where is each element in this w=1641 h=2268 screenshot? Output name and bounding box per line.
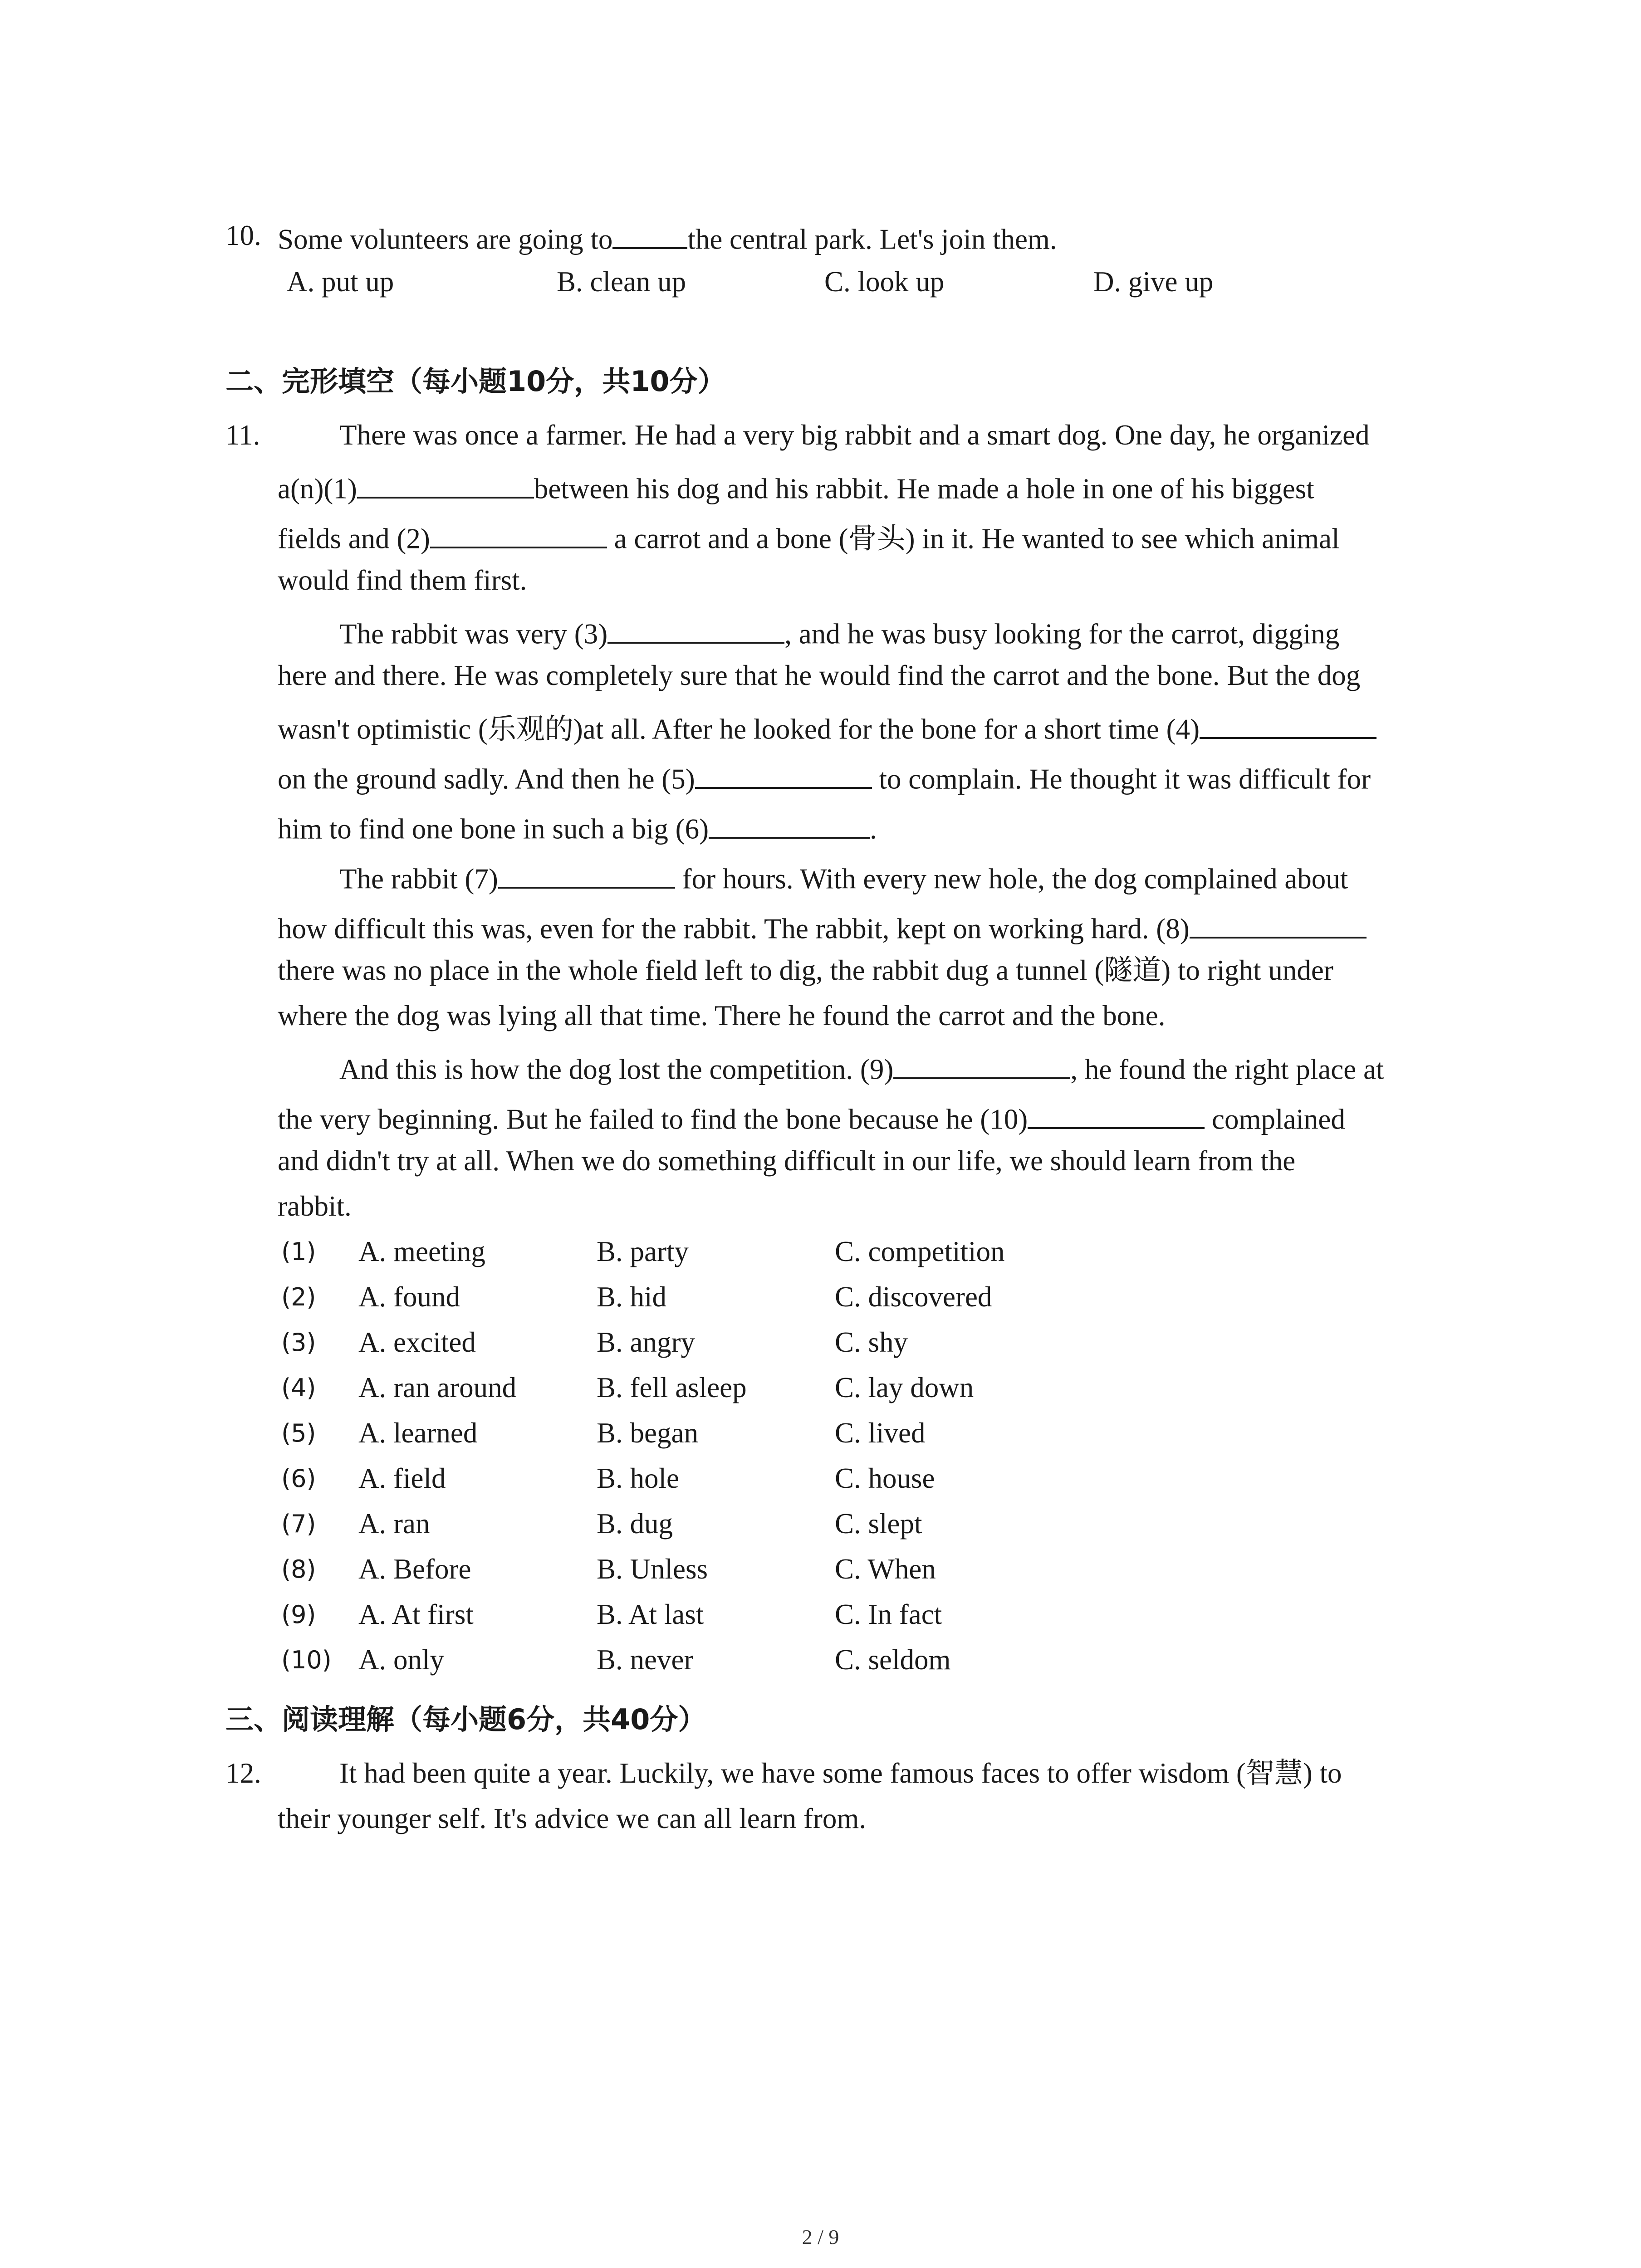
- choice-number: (1): [281, 1237, 316, 1266]
- passage-line: [278, 521, 1340, 553]
- passage-text: would find them first.: [278, 564, 527, 596]
- page-number: 2 / 9: [802, 2225, 839, 2248]
- passage-text: their younger self. It's advice we can all learn from.: [278, 1803, 867, 1834]
- answer-blank: [612, 221, 687, 249]
- passage-text: to complain. He thought it was difficult for: [872, 763, 1371, 795]
- passage-text: a carrot and a bone (骨头) in it. He wanted to see which animal: [607, 523, 1340, 555]
- answer-blank: [357, 471, 534, 499]
- choice-option-a: A. excited: [358, 1326, 476, 1358]
- choice-number: (4): [281, 1374, 316, 1402]
- choice-number: (7): [281, 1510, 316, 1538]
- passage-line: [339, 616, 1339, 649]
- stem-text: Some volunteers are going to: [278, 223, 613, 255]
- choice-option-c: C. lay down: [835, 1372, 974, 1403]
- choice-number: (6): [281, 1464, 316, 1493]
- passage-line: [339, 421, 1370, 450]
- choice-option-a: A. only: [358, 1644, 444, 1676]
- choice-option-a: A. meeting: [358, 1236, 485, 1267]
- question-number: 10.: [225, 220, 261, 251]
- passage-text: , he found the right place at: [1070, 1053, 1384, 1085]
- answer-blank: [709, 811, 870, 839]
- passage-line: [278, 911, 1367, 943]
- choice-option-b: B. party: [597, 1236, 689, 1267]
- answer-blank: [498, 861, 675, 889]
- choice-option-a: A. Before: [358, 1553, 471, 1585]
- choice-number: (10): [281, 1646, 332, 1674]
- choice-option-b: B. angry: [597, 1326, 695, 1358]
- passage-line: [339, 1051, 1384, 1084]
- choice-option-b: B. At last: [597, 1598, 704, 1630]
- option-c: C. look up: [824, 266, 945, 298]
- choice-option-b: B. began: [597, 1417, 698, 1449]
- passage-text: how difficult this was, even for the rabbit. The rabbit, kept on working hard. (8): [278, 913, 1190, 945]
- choice-option-a: A. At first: [358, 1598, 474, 1630]
- passage-line: [278, 811, 877, 844]
- passage-text: the very beginning. But he failed to find the bone because he (10): [278, 1103, 1028, 1135]
- choice-option-c: C. seldom: [835, 1644, 951, 1676]
- choice-option-b: B. hole: [597, 1462, 679, 1494]
- option-a: A. put up: [287, 266, 394, 298]
- choice-option-c: C. competition: [835, 1236, 1005, 1267]
- choice-option-c: C. discovered: [835, 1281, 992, 1313]
- stem-text: the central park. Let's join them.: [687, 223, 1057, 255]
- answer-blank: [1028, 1101, 1205, 1129]
- passage-text: where the dog was lying all that time. There he found the carrot and the bone.: [278, 1000, 1166, 1031]
- passage-text: for hours. With every new hole, the dog complained about: [675, 863, 1348, 895]
- choice-option-c: C. house: [835, 1462, 935, 1494]
- question-stem: [278, 221, 1057, 254]
- passage-text: It had been quite a year. Luckily, we have some famous faces to offer wisdom (智慧) to: [339, 1757, 1342, 1789]
- choice-option-c: C. lived: [835, 1417, 926, 1449]
- passage-text: The rabbit (7): [339, 863, 498, 895]
- choice-option-a: A. learned: [358, 1417, 478, 1449]
- choice-number: (2): [281, 1283, 316, 1311]
- passage-text: wasn't optimistic (乐观的)at all. After he looked for the bone for a short time (4): [278, 713, 1200, 745]
- passage-text: complained: [1205, 1103, 1345, 1135]
- passage-text: there was no place in the whole field left to dig, the rabbit dug a tunnel (隧道) to right under: [278, 954, 1333, 986]
- option-d: D. give up: [1093, 266, 1214, 298]
- choice-option-b: B. Unless: [597, 1553, 708, 1585]
- answer-blank: [893, 1051, 1070, 1079]
- choice-option-c: C. slept: [835, 1508, 922, 1540]
- passage-line: [278, 471, 1314, 503]
- question-number: 11.: [225, 419, 260, 451]
- choice-option-c: C. In fact: [835, 1598, 942, 1630]
- choice-number: (3): [281, 1328, 316, 1357]
- passage-line: [278, 761, 1371, 794]
- answer-blank: [430, 521, 607, 548]
- choice-option-a: A. field: [358, 1462, 446, 1494]
- passage-text: There was once a farmer. He had a very big rabbit and a smart dog. One day, he organized: [339, 419, 1370, 451]
- choice-option-b: B. never: [597, 1644, 694, 1676]
- choice-option-a: A. ran: [358, 1508, 430, 1540]
- passage-line: [339, 861, 1348, 894]
- passage-line: [278, 1147, 1295, 1175]
- passage-text: and didn't try at all. When we do something difficult in our life, we should learn from the: [278, 1145, 1296, 1177]
- choice-option-b: B. hid: [597, 1281, 667, 1313]
- passage-text: .: [870, 813, 877, 845]
- passage-text: on the ground sadly. And then he (5): [278, 763, 695, 795]
- passage-line: [278, 1002, 1165, 1030]
- choice-option-c: C. shy: [835, 1326, 908, 1358]
- passage-line: [278, 1192, 352, 1221]
- answer-blank: [1200, 711, 1376, 739]
- choice-option-c: C. When: [835, 1553, 936, 1585]
- passage-text: him to find one bone in such a big (6): [278, 813, 709, 845]
- passage-text: here and there. He was completely sure that he would find the carrot and the bone. But the dog: [278, 660, 1361, 691]
- option-b: B. clean up: [557, 266, 686, 298]
- passage-line: [278, 956, 1333, 985]
- choice-number: (5): [281, 1419, 316, 1447]
- passage-line: [278, 661, 1360, 690]
- choice-option-b: B. fell asleep: [597, 1372, 747, 1403]
- section-heading: 三、阅读理解（每小题6分，共40分）: [225, 1703, 706, 1736]
- passage-text: a(n)(1): [278, 473, 357, 505]
- choice-number: (9): [281, 1600, 316, 1629]
- passage-line: [278, 711, 1376, 744]
- choice-option-a: A. found: [358, 1281, 460, 1313]
- passage-line: [278, 1101, 1345, 1134]
- passage-text: , and he was busy looking for the carrot, digging: [784, 618, 1340, 650]
- choice-option-a: A. ran around: [358, 1372, 517, 1403]
- choice-option-b: B. dug: [597, 1508, 673, 1540]
- choice-number: (8): [281, 1555, 316, 1584]
- answer-blank: [695, 761, 872, 789]
- passage-line: [278, 1804, 866, 1833]
- passage-line: [278, 566, 527, 595]
- answer-blank: [1190, 911, 1367, 938]
- passage-text: The rabbit was very (3): [339, 618, 608, 650]
- passage-text: between his dog and his rabbit. He made a hole in one of his biggest: [534, 473, 1314, 505]
- passage-text: And this is how the dog lost the competition. (9): [339, 1053, 894, 1085]
- passage-text: rabbit.: [278, 1190, 352, 1222]
- section-heading: 二、完形填空（每小题10分，共10分）: [225, 365, 726, 398]
- answer-blank: [607, 616, 784, 644]
- question-number: 12.: [225, 1757, 261, 1789]
- passage-text: fields and (2): [278, 523, 430, 555]
- passage-line: [339, 1759, 1342, 1788]
